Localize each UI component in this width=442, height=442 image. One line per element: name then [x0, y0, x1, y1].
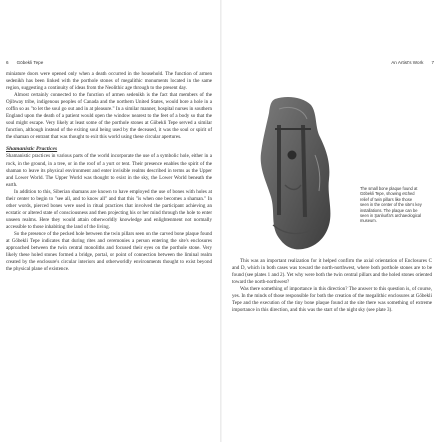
left-paragraph-3: Shamanistic practices in various parts of the world incorporate the use of a symbolic hole, either in a rock, in the ground, in a tree, or in the roof of a yurt or tent. Their presence enables the spirit of the shaman to leave its physical environment and enter invisible realms described in terms as the Upper and Lower World. The Upper World was thought to exist in the sky, the Lower World beneath the earth.	[6, 153, 212, 188]
left-body	[6, 71, 212, 273]
right-header-title: An Artist's Work	[391, 60, 424, 65]
right-paragraph-1: This was an important realization for it helped confirm the axial orientation of Enclosures C and D, which in both cases was toward the north-northwest, where both porthole stones are to be found (see plates 1 and 2). Yet why were both the twin central pillars and the holed stones oriented toward the north-northwest?	[232, 258, 432, 286]
left-paragraph-4: In addition to this, Siberian shamans are known to have employed the use of bones with holes at their center to begin to "see all, and to know all" and that this "is when one becomes a shaman." In other words, pierced bones were used in ritual practices that involved the participant achieving an ecstatic or altered state of consciousness and then projecting his or her mind through the hole to enter unseen realms. Here they would attain otherworldly knowledge and enlightenment not normally accessible to those inhabiting the land of the living.	[6, 188, 212, 230]
photo-caption: The small bone plaque found at Göbekli Tepe, showing etched relief of twin pillars like those seen in the center of the site's key installations. The plaque can be seen in Şanlıurfa's archaeological museum.	[360, 186, 422, 224]
bone-plaque-photo	[245, 95, 345, 251]
right-paragraph-2: Was there something of importance in this direction? The answer to this question is, of course, yes. In the minds of those responsible for both the creation of the megalithic enclosures at Göbekli Tepe and the execution of the tiny bone plaque found at the site there was something of extreme importance in this direction, and this was the start of the night sky (see plate 3).	[232, 286, 432, 314]
left-page	[0, 0, 220, 442]
left-running-head	[6, 60, 43, 65]
left-paragraph-2: Almost certainly connected to the function of armen sedenikh is the fact that members of the Ojibway tribe, indigenous peoples of Canada and the northern United States, would bore a hole in a coffin so as "to let the soul go out and in at pleasure." In a similar manner, hospital nurses in southern England upon the death of a patient would open the window nearest to the feet of a body so that the soul might escape. Very likely at least some of the porthole stones at Göbekli Tepe served a similar function, although instead of the exiting soul being used by the deceased, it was the soul or spirit of the shaman or entrant that was thought to exit this world using these circular apertures.	[6, 92, 212, 141]
left-page-number: 6	[6, 60, 9, 65]
right-running-head	[391, 60, 434, 65]
section-heading: Shamanistic Practices	[6, 146, 58, 153]
right-body	[232, 258, 432, 314]
right-page-number: 7	[431, 60, 434, 65]
left-header-title: Göbekli Tepe	[16, 60, 44, 65]
left-paragraph-5: So the presence of the pecked hole between the twin pillars seen on the carved bone plaque found at Göbekli Tepe indicates that during rites and ceremonies a person entering the site's enclosures approached between the twin central monoliths and focused their eyes on the porthole stone. Very likely these holed stones formed a bridge, portal, or point of connection between the liminal realm created by the enclosure's circular interiors and otherworldly environments thought to exist beyond the physical plane of existence.	[6, 230, 212, 273]
left-paragraph-1: miniature doors were opened only when a death occurred in the household. The function of armen sedenikh has been linked with the porthole stones of megalithic monuments located in the same region, suggesting a continuity of ideas from the Neolithic age through to the present day.	[6, 71, 212, 92]
